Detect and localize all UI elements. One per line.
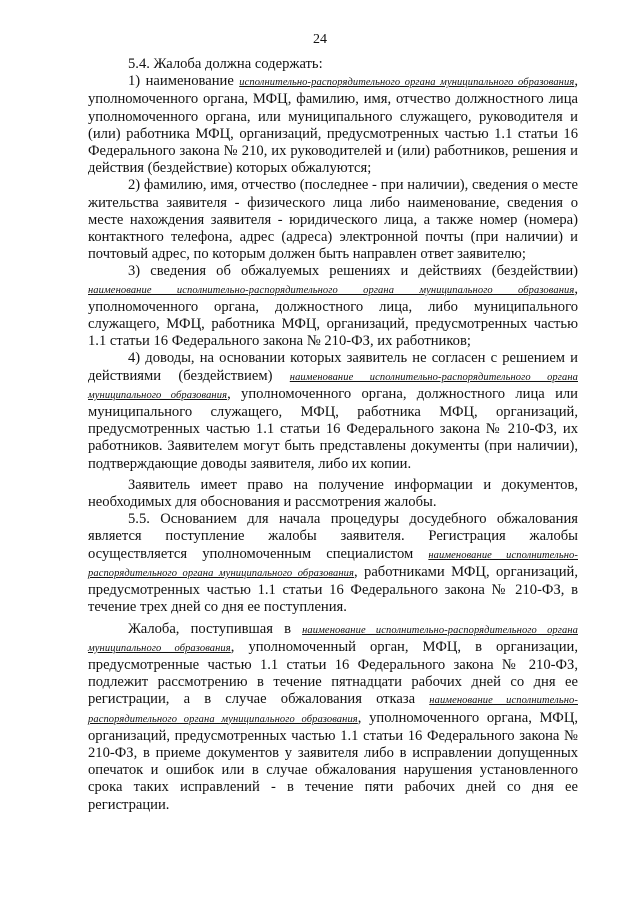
paragraph-7-rest: , уполномоченного органа, МФЦ, организаций, предусмотренных частью 1.1 статьи 16 Федерального закона № 210-ФЗ, в приеме документов у заявителя либо в исправлении допущенных опечаток и ошибок или в случае обжалования нарушения установленного срока таких исправлений - в течение пяти рабочих дней со дня ее регистрации. (88, 709, 579, 813)
paragraph-7 (88, 621, 578, 814)
paragraph-4-start: 4) доводы, на основании которых заявитель не согласен с решением и действиями (бездействием) (88, 350, 578, 384)
page-number: 24 (313, 32, 327, 47)
underlined-organ-name: исполнительно-распорядительного органа муниципального образования (239, 77, 575, 89)
paragraph-4-rest: , уполномоченного органа, должностного лица или муниципального служащего, МФЦ, работника МФЦ, организаций, предусмотренных частью 1.1 статьи 16 Федерального закона № 210-ФЗ, их работников. Заявителем могут быть представлены документы (при наличии), подтверждающие доводы заявителя, либо их копии. (88, 385, 578, 472)
paragraph-3-rest: , уполномоченного органа, должностного лица, либо муниципального служащего, МФЦ, работника МФЦ, организаций, предусмотренных частью 1.1 статьи 16 Федерального закона № 210-ФЗ, их работников; (88, 280, 578, 350)
paragraph-1-rest: , уполномоченного органа, МФЦ, фамилию, имя, отчество должностного лица уполномоченного органа, или муниципального служащего, руководителя и (или) работника МФЦ, организаций, предусмотренных частью 1.1 статьи 16 Федерального закона № 210, их руководителей и (или) работников, решения и действия (бездействие) которых обжалуются; (88, 73, 578, 177)
underlined-organ-name: наименование исполнительно-распорядительного органа муниципального образования (88, 624, 578, 654)
paragraph-2: 2) фамилию, имя, отчество (последнее - при наличии), сведения о месте жительства заявителя - физического лица либо наименование, сведения о месте нахождения заявителя - юридического лица, а также номер (номера) контактного телефона, адрес (адреса) электронной почты (при наличии) и почтовый адрес, по которым должен быть направлен ответ заявителю; (88, 177, 578, 263)
paragraph-6 (88, 511, 578, 616)
underlined-organ-name: наименование исполнительно-распорядительного органа муниципального образования (88, 284, 575, 296)
paragraph-7-start: Жалоба, поступившая в (128, 620, 291, 637)
underlined-organ-name: наименование исполнительно-распорядительного органа муниципального образования (88, 549, 578, 579)
paragraph-1 (88, 73, 578, 177)
paragraph-3 (88, 263, 578, 350)
paragraph-3-start: 3) сведения об обжалуемых решениях и действиях (бездействии) (128, 263, 578, 280)
paragraph-1-start: 1) наименование (128, 73, 234, 90)
paragraph-6-start: 5.5. Основанием для начала процедуры досудебного обжалования является поступление жалобы заявителя. Регистрация жалобы осуществляется уполномоченным специалистом (88, 511, 578, 562)
paragraph-6-rest: , работниками МФЦ, организаций, предусмотренных частью 1.1 статьи 16 Федерального закона № 210-ФЗ, в течение трех дней со дня ее поступления. (88, 563, 578, 616)
paragraph-4 (88, 350, 578, 472)
paragraph-7-middle: , уполномоченный орган, МФЦ, в организации, предусмотренные частью 1.1 статьи 16 Федерального закона № 210-ФЗ, подлежит рассмотрению в течение пятнадцати рабочих дней со дня ее регистрации, а в случае обжалования отказа (88, 638, 578, 708)
section-heading: 5.4. Жалоба должна содержать: (128, 56, 323, 72)
underlined-organ-name: наименование исполнительно-распорядительного органа муниципального образования (88, 695, 578, 725)
paragraph-5: Заявитель имеет право на получение информации и документов, необходимых для обоснования и рассмотрения жалобы. (88, 476, 578, 511)
underlined-organ-name: наименование исполнительно-распорядительного органа муниципального образования (88, 371, 578, 401)
document-body (88, 56, 578, 814)
